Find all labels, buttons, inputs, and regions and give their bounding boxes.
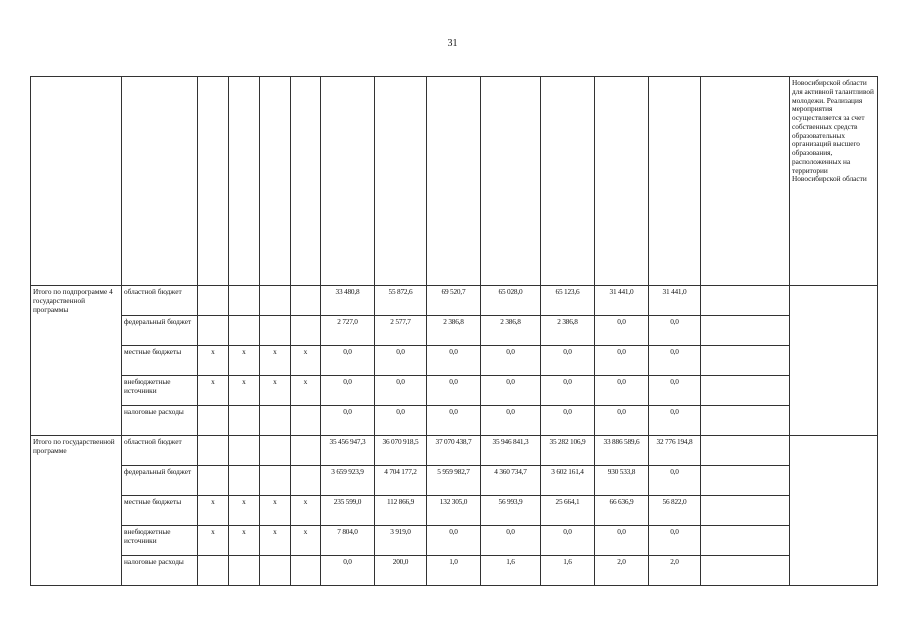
empty-cell [701,77,790,286]
mark-cell: x [260,526,291,556]
value-cell: 56 822,0 [649,496,701,526]
mark-cell: x [198,496,229,526]
funding-source: налоговые расходы [122,406,198,436]
value-cell: 0,0 [649,466,701,496]
value-cell: 69 520,7 [427,286,481,316]
value-cell: 0,0 [541,406,595,436]
mark-cell [229,436,260,466]
value-cell: 0,0 [481,406,541,436]
value-cell: 0,0 [595,406,649,436]
mark-cell [260,316,291,346]
value-cell: 0,0 [427,346,481,376]
value-cell: 0,0 [649,376,701,406]
mark-cell [291,436,321,466]
funding-source: местные бюджеты [122,346,198,376]
value-cell: 5 959 982,7 [427,466,481,496]
value-cell: 0,0 [649,316,701,346]
value-cell: 31 441,0 [649,286,701,316]
funding-source: местные бюджеты [122,496,198,526]
value-cell: 36 070 918,5 [375,436,427,466]
mark-cell [260,436,291,466]
value-cell: 0,0 [595,346,649,376]
empty-cell [701,436,790,466]
empty-cell [701,466,790,496]
mark-cell [291,556,321,586]
value-cell: 0,0 [375,346,427,376]
mark-cell [291,466,321,496]
mark-cell [260,556,291,586]
empty-cell [595,77,649,286]
table-row [31,496,878,526]
value-cell: 65 123,6 [541,286,595,316]
empty-cell [375,77,427,286]
mark-cell [198,316,229,346]
funding-source: налоговые расходы [122,556,198,586]
value-cell: 0,0 [595,316,649,346]
mark-cell [198,466,229,496]
empty-cell [427,77,481,286]
value-cell: 0,0 [321,556,375,586]
table-row [31,436,878,466]
value-cell: 65 028,0 [481,286,541,316]
empty-cell [481,77,541,286]
group-title: Итого по государственной программе [31,436,122,586]
value-cell: 0,0 [321,346,375,376]
mark-cell: x [229,346,260,376]
mark-cell [260,406,291,436]
value-cell: 25 664,1 [541,496,595,526]
value-cell: 3 919,0 [375,526,427,556]
mark-cell: x [260,376,291,406]
value-cell: 33 886 589,6 [595,436,649,466]
value-cell: 0,0 [541,346,595,376]
funding-source: областной бюджет [122,286,198,316]
continuation-row [31,77,878,286]
mark-cell: x [291,496,321,526]
value-cell: 112 866,9 [375,496,427,526]
empty-cell [198,77,229,286]
mark-cell [229,316,260,346]
table-row [31,376,878,406]
value-cell: 0,0 [481,526,541,556]
mark-cell: x [229,526,260,556]
value-cell: 56 993,9 [481,496,541,526]
mark-cell: x [260,496,291,526]
mark-cell [229,466,260,496]
value-cell: 0,0 [541,376,595,406]
funding-source: внебюджетные источники [122,376,198,406]
mark-cell [229,556,260,586]
value-cell: 32 776 194,8 [649,436,701,466]
value-cell: 2 386,8 [541,316,595,346]
value-cell: 0,0 [541,526,595,556]
empty-cell [260,77,291,286]
mark-cell [198,436,229,466]
empty-cell [701,496,790,526]
value-cell: 0,0 [649,406,701,436]
table-row [31,466,878,496]
value-cell: 0,0 [375,376,427,406]
empty-cell [701,526,790,556]
mark-cell: x [260,346,291,376]
mark-cell [291,316,321,346]
empty-cell [541,77,595,286]
mark-cell: x [291,346,321,376]
empty-cell [701,406,790,436]
mark-cell: x [229,496,260,526]
empty-cell [701,376,790,406]
mark-cell [260,286,291,316]
value-cell: 2 727,0 [321,316,375,346]
value-cell: 2 386,8 [427,316,481,346]
table-row [31,556,878,586]
empty-cell [31,77,122,286]
value-cell: 35 946 841,3 [481,436,541,466]
empty-note-cell [790,436,878,586]
value-cell: 0,0 [649,346,701,376]
mark-cell: x [198,346,229,376]
mark-cell: x [291,376,321,406]
value-cell: 37 070 438,7 [427,436,481,466]
page-number: 31 [447,38,458,49]
value-cell: 2,0 [649,556,701,586]
value-cell: 35 282 106,9 [541,436,595,466]
empty-cell [229,77,260,286]
value-cell: 3 659 923,9 [321,466,375,496]
table-row [31,526,878,556]
value-cell: 2,0 [595,556,649,586]
empty-cell [701,556,790,586]
value-cell: 0,0 [481,346,541,376]
value-cell: 66 636,9 [595,496,649,526]
value-cell: 7 804,0 [321,526,375,556]
funding-source: федеральный бюджет [122,466,198,496]
value-cell: 0,0 [427,406,481,436]
value-cell: 4 360 734,7 [481,466,541,496]
mark-cell [198,406,229,436]
mark-cell [229,286,260,316]
value-cell: 0,0 [595,526,649,556]
mark-cell: x [229,376,260,406]
mark-cell: x [198,376,229,406]
value-cell: 0,0 [427,526,481,556]
table-row [31,346,878,376]
value-cell: 235 599,0 [321,496,375,526]
value-cell: 3 602 161,4 [541,466,595,496]
empty-cell [701,316,790,346]
value-cell: 0,0 [649,526,701,556]
value-cell: 31 441,0 [595,286,649,316]
empty-note-cell [790,286,878,436]
value-cell: 0,0 [321,406,375,436]
empty-cell [122,77,198,286]
mark-cell: x [198,526,229,556]
group-title: Итого по подпрограмме 4 государственной программы [31,286,122,436]
value-cell: 132 305,0 [427,496,481,526]
value-cell: 4 704 177,2 [375,466,427,496]
value-cell: 2 386,8 [481,316,541,346]
mark-cell [198,556,229,586]
value-cell: 0,0 [595,376,649,406]
funding-source: внебюджетные источники [122,526,198,556]
note-cell: Новосибирской области для активной талантливой молодежи. Реализация мероприятия осуществляется за счет собственных средств образовательных организаций высшего образования, расположенных на территории Новосибирской области [790,77,878,286]
empty-cell [701,286,790,316]
table-row [31,286,878,316]
value-cell: 1,6 [481,556,541,586]
empty-cell [649,77,701,286]
value-cell: 0,0 [375,406,427,436]
value-cell: 35 456 947,3 [321,436,375,466]
mark-cell [291,406,321,436]
value-cell: 0,0 [427,376,481,406]
value-cell: 33 480,8 [321,286,375,316]
mark-cell [229,406,260,436]
table-row [31,316,878,346]
funding-source: федеральный бюджет [122,316,198,346]
mark-cell [291,286,321,316]
empty-cell [291,77,321,286]
funding-source: областной бюджет [122,436,198,466]
value-cell: 1,6 [541,556,595,586]
budget-table [30,76,878,586]
table-row [31,406,878,436]
empty-cell [321,77,375,286]
mark-cell: x [291,526,321,556]
value-cell: 2 577,7 [375,316,427,346]
value-cell: 930 533,8 [595,466,649,496]
value-cell: 0,0 [481,376,541,406]
value-cell: 0,0 [321,376,375,406]
mark-cell [260,466,291,496]
mark-cell [198,286,229,316]
value-cell: 1,0 [427,556,481,586]
value-cell: 200,0 [375,556,427,586]
value-cell: 55 872,6 [375,286,427,316]
empty-cell [701,346,790,376]
